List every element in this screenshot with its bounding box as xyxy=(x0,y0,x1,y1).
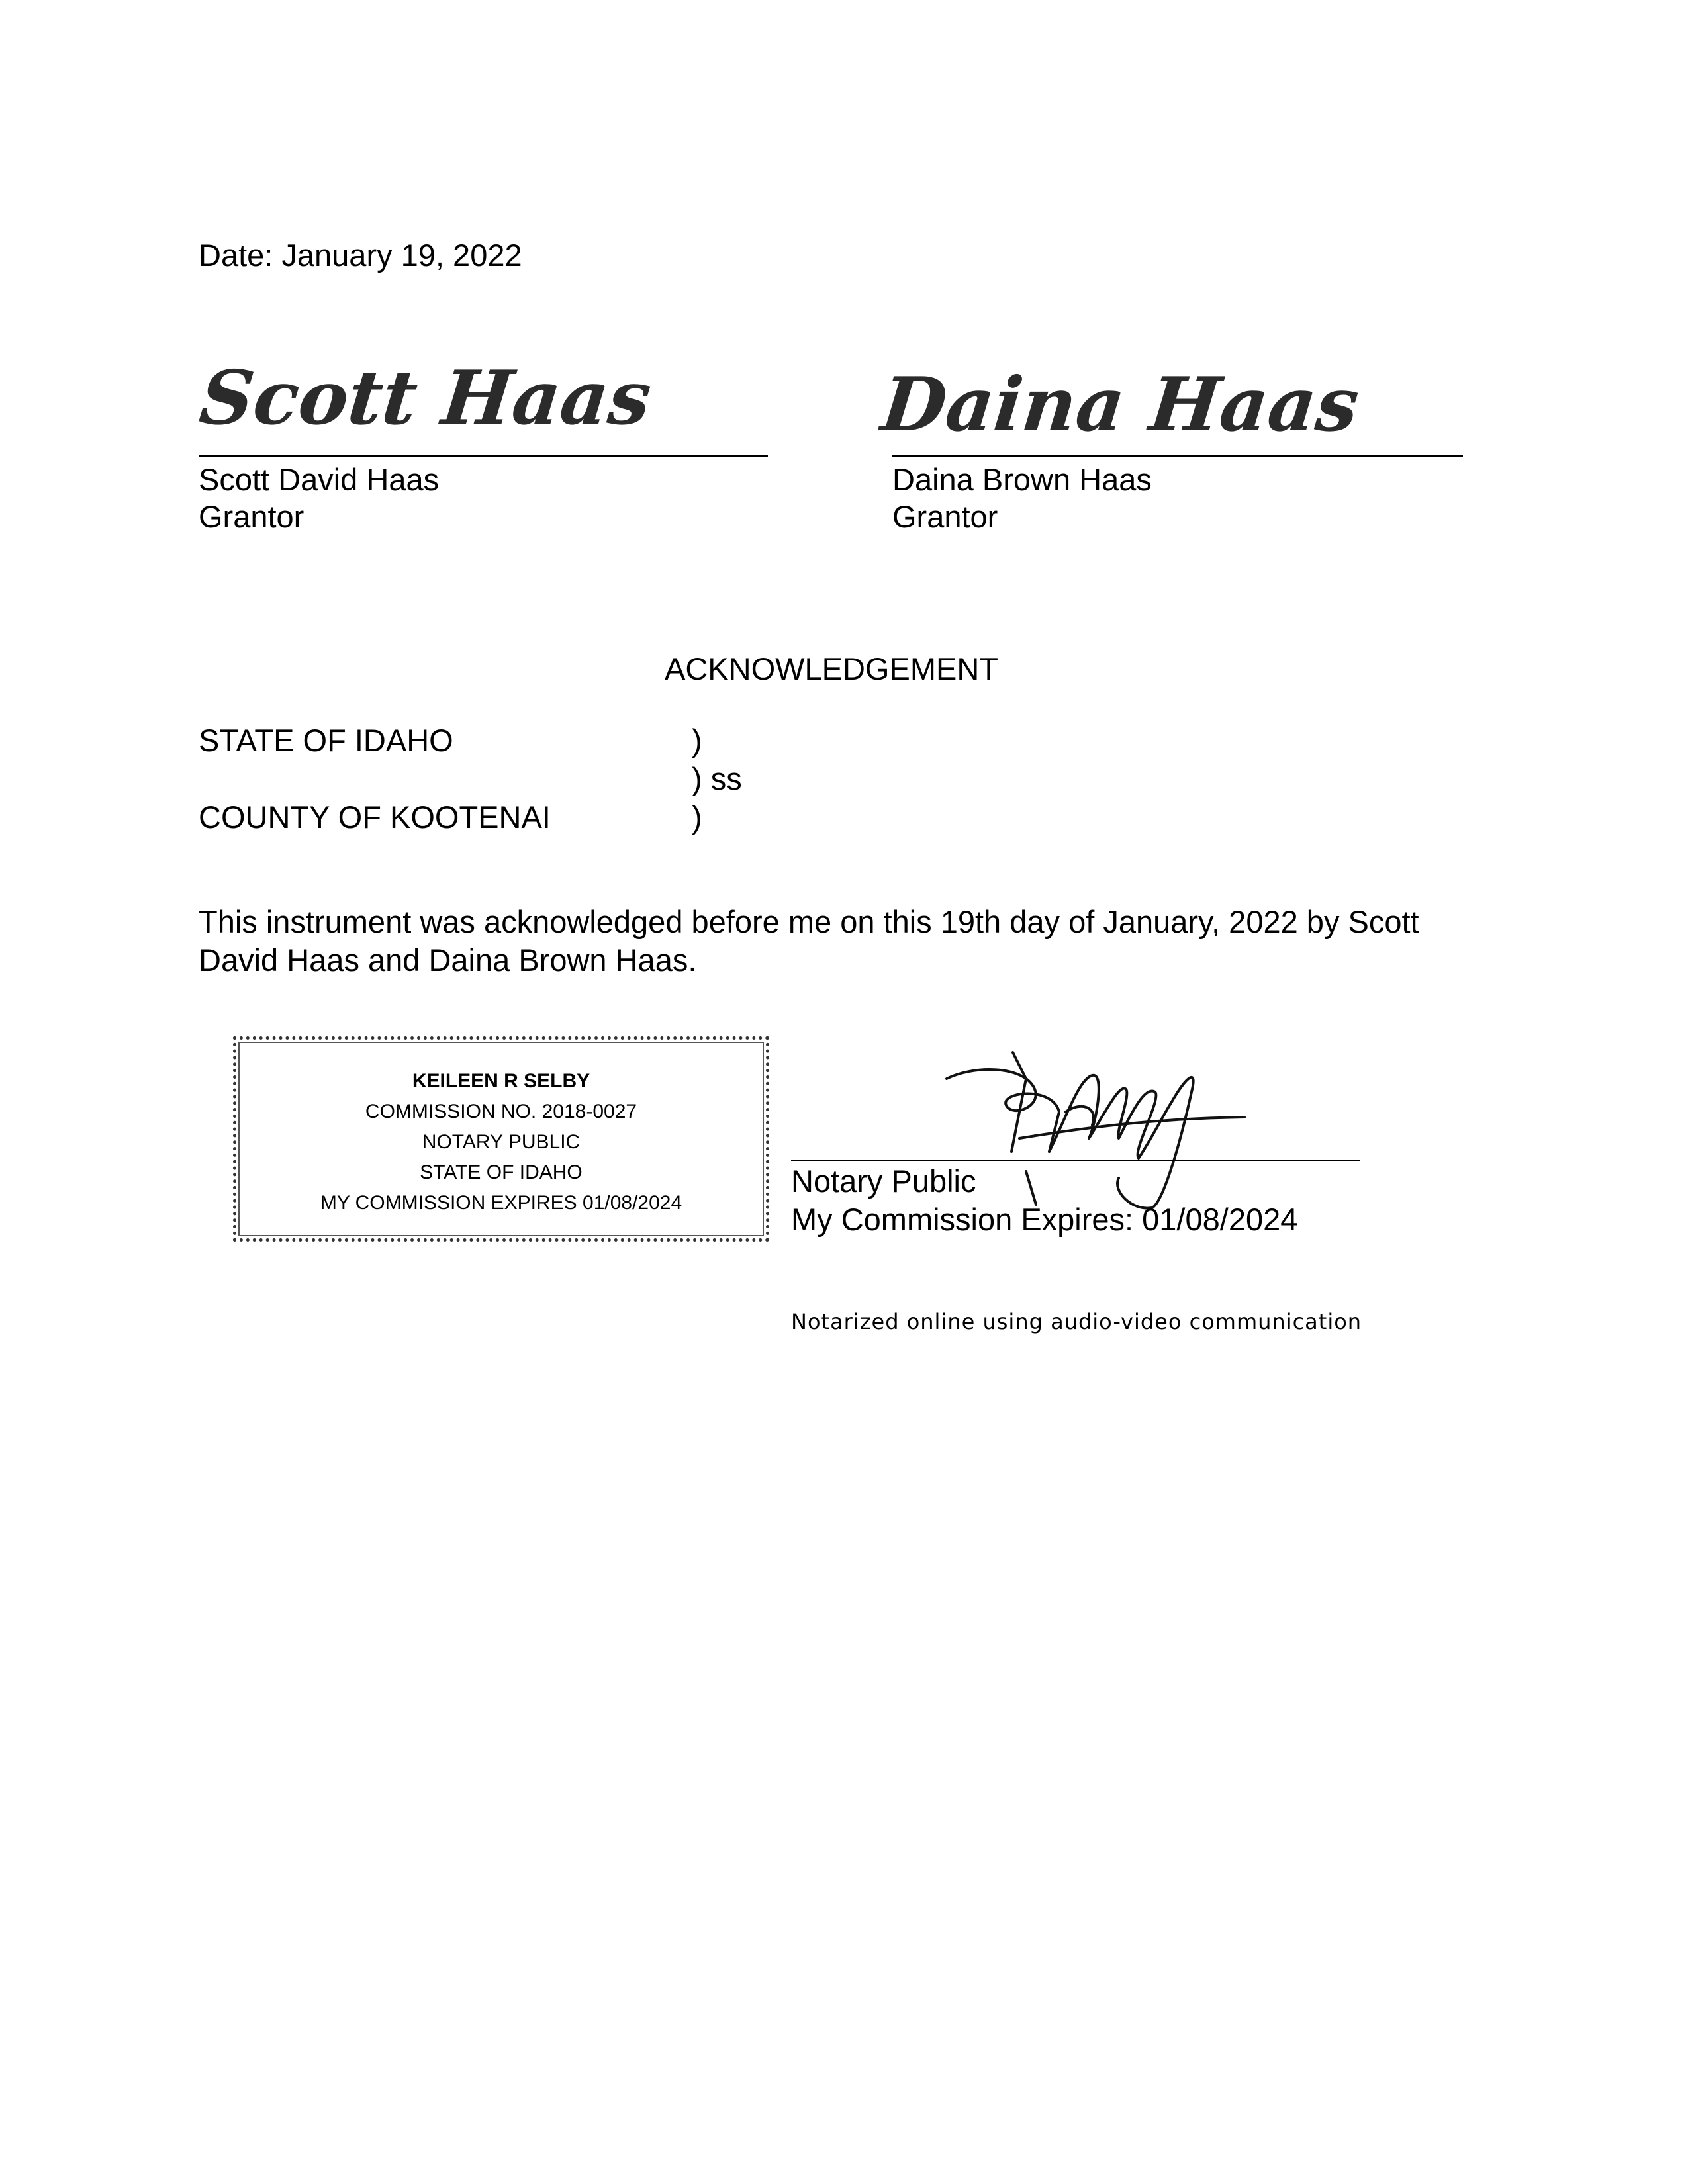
acknowledgement-body-line-2: David Haas and Daina Brown Haas. xyxy=(199,942,697,978)
grantor-1-name: Scott David Haas xyxy=(199,462,440,497)
venue-paren-bottom: ) xyxy=(692,799,702,835)
date-line: Date: January 19, 2022 xyxy=(199,238,522,273)
grantor-1-role: Grantor xyxy=(199,499,305,534)
stamp-notary-name: KEILEEN R SELBY xyxy=(412,1070,590,1092)
scott-haas-signature xyxy=(195,351,655,443)
notary-stamp xyxy=(233,1036,769,1242)
stamp-title: NOTARY PUBLIC xyxy=(422,1131,581,1153)
svg-text:Daina Haas: Daina Haas xyxy=(877,361,1363,448)
grantor-2-role: Grantor xyxy=(892,499,998,534)
acknowledgement-heading: ACKNOWLEDGEMENT xyxy=(665,651,998,686)
notary-commission-expires: My Commission Expires: 01/08/2024 xyxy=(791,1202,1298,1237)
county-label: COUNTY OF KOOTENAI xyxy=(199,799,551,835)
online-notarization-note: Notarized online using audio-video communication xyxy=(791,1309,1362,1334)
stamp-expires: MY COMMISSION EXPIRES 01/08/2024 xyxy=(320,1192,682,1214)
acknowledgement-body-line-1: This instrument was acknowledged before me on this 19th day of January, 2022 by Scott xyxy=(199,904,1419,939)
grantor-1-signature-line xyxy=(199,455,768,457)
stamp-commission-number: COMMISSION NO. 2018-0027 xyxy=(365,1101,637,1122)
grantor-2-signature-line xyxy=(892,455,1463,457)
venue-paren-ss: ) ss xyxy=(692,761,742,796)
notary-signature-line xyxy=(791,1160,1360,1161)
grantor-2-name: Daina Brown Haas xyxy=(892,462,1152,497)
venue-paren-top: ) xyxy=(692,723,702,758)
svg-text:Scott Haas: Scott Haas xyxy=(195,355,655,441)
daina-haas-signature xyxy=(877,357,1363,450)
state-label: STATE OF IDAHO xyxy=(199,723,453,758)
notary-signature xyxy=(933,1039,1251,1211)
notary-public-label: Notary Public xyxy=(791,1163,976,1199)
stamp-state: STATE OF IDAHO xyxy=(420,1161,583,1183)
